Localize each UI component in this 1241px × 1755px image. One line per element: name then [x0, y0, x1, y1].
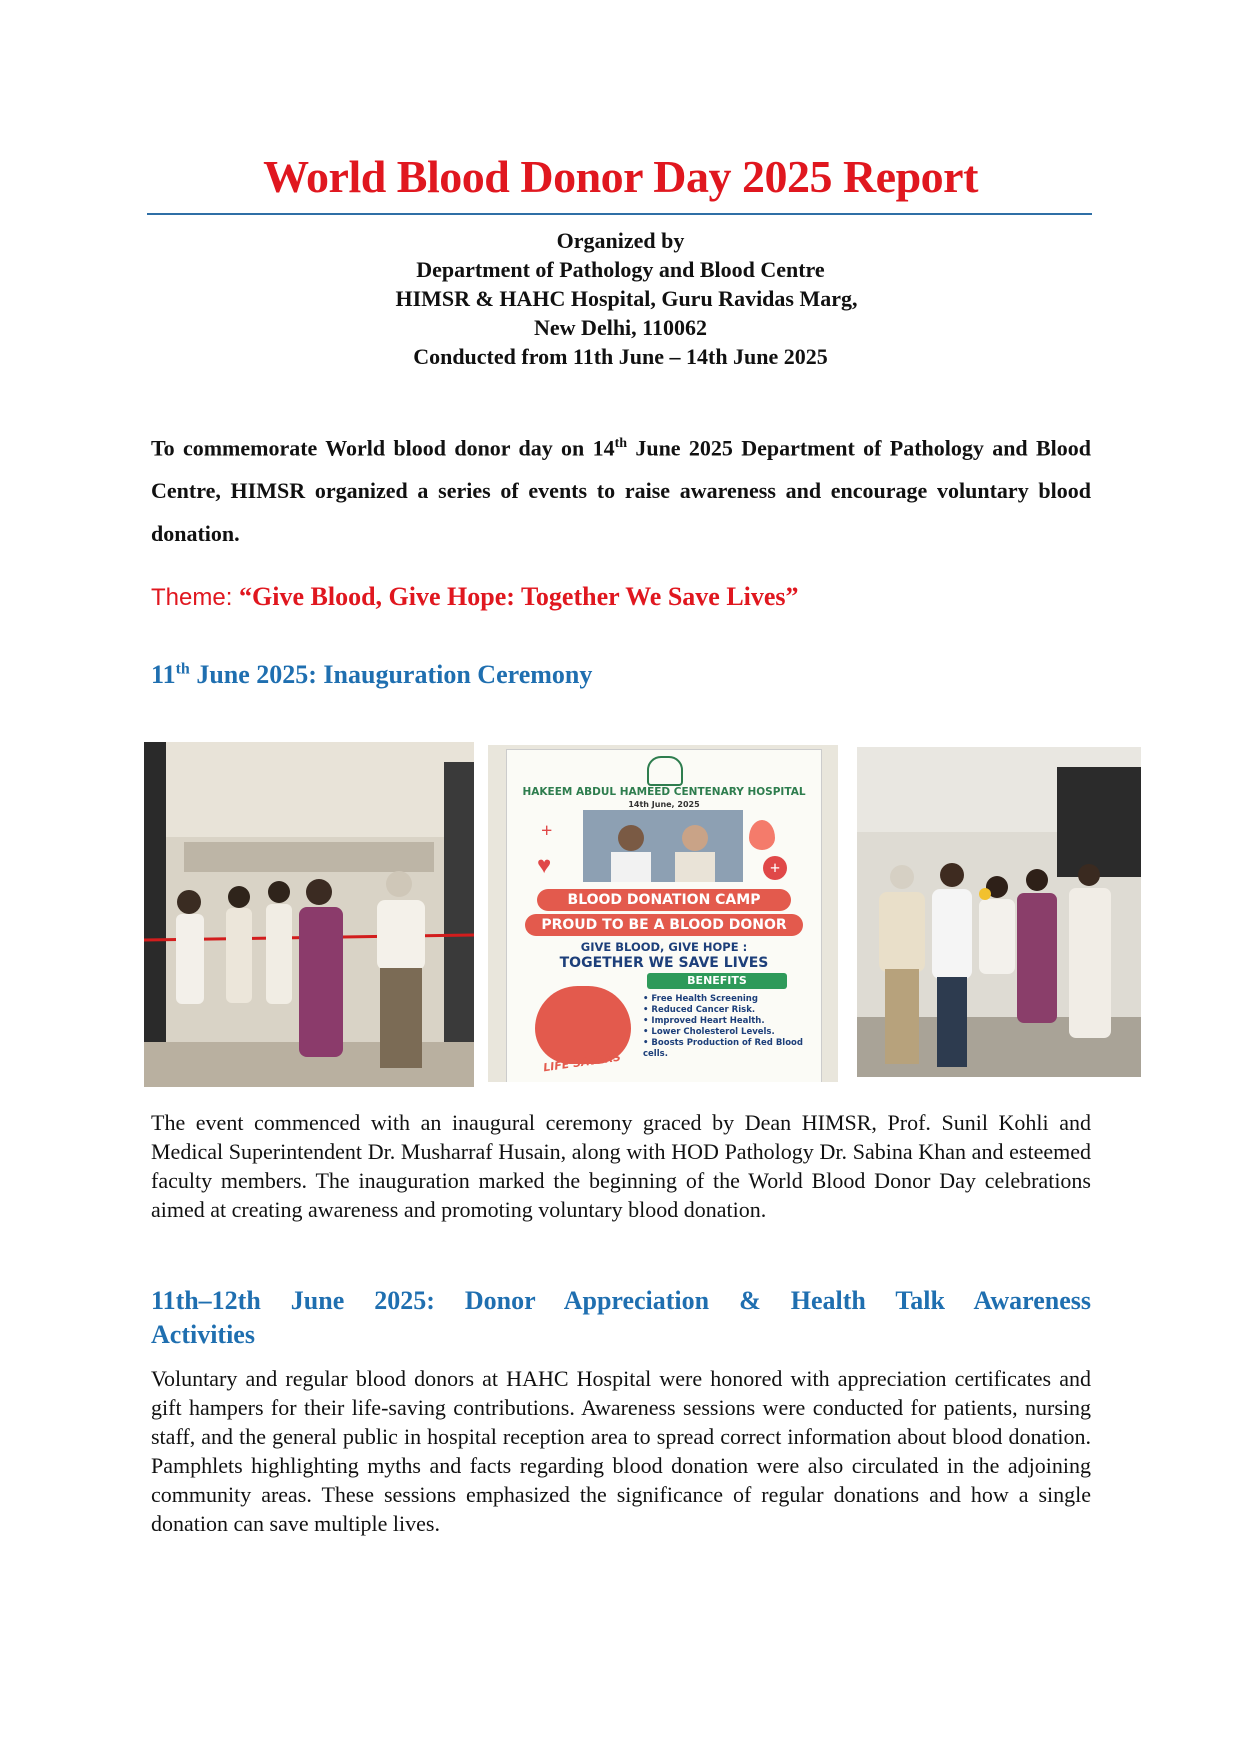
section1-body: The event commenced with an inaugural ceremony graced by Dean HIMSR, Prof. Sunil Kohli and Medical Superintendent Dr. Musharraf Husain, along with HOD Pathology Dr. Sabina Khan and esteemed faculty members. The inauguration marked the beginning of the World Blood Donor Day celebrations aimed at creating awareness and promoting voluntary blood donation. [151, 1110, 1091, 1222]
report-title: World Blood Donor Day 2025 Report [263, 151, 978, 202]
section1-day: 11 [151, 660, 176, 689]
intro-text-1: To commemorate World blood donor day on 14 [151, 435, 615, 461]
title-divider [147, 213, 1092, 215]
organizer-line: Organized by [556, 228, 685, 253]
poster-date: 14th June, 2025 [628, 800, 700, 809]
benefit-item: • Free Health Screening [643, 994, 758, 1004]
poster-benefits-title: BENEFITS [647, 973, 787, 989]
poster-proud: PROUD TO BE A BLOOD DONOR [525, 914, 803, 936]
plus-icon: + [541, 820, 553, 842]
poster-hospital: HAKEEM ABDUL HAMEED CENTENARY HOSPITAL [522, 786, 806, 798]
benefit-item: • Improved Heart Health. [643, 1016, 765, 1026]
conducted-dates: Conducted from 11th June – 14th June 2025 [413, 344, 828, 369]
intro-text-2: June 2025 Department of Pathology and Blood Centre, HIMSR organized a series of events to raise awareness and encourage voluntary blood donation. [151, 435, 1091, 547]
poster-savers: LIFE SAVERS [542, 1050, 622, 1075]
blood-donation-poster-photo [488, 745, 838, 1082]
heart-icon: ♥ [537, 853, 552, 879]
ribbon-cutting-illustration [144, 742, 474, 1087]
benefit-item: • Lower Cholesterol Levels. [643, 1027, 775, 1037]
group-photo-illustration [857, 747, 1141, 1077]
poster-emblem [647, 756, 683, 786]
section2-body: Voluntary and regular blood donors at HAHC Hospital were honored with appreciation certificates and gift hampers for their life-saving contributions. Awareness sessions were conducted for patients, nursing staff, and the general public in hospital reception area to spread correct information about blood donation. Pamphlets highlighting myths and facts regarding blood donation were also circulated in the adjoining community areas. These sessions emphasized the significance of regular donations and how a single donation can save multiple lives. [151, 1366, 1091, 1536]
benefit-item: • Reduced Cancer Risk. [643, 1005, 756, 1015]
intro-sup: th [614, 436, 628, 451]
organizer-city: New Delhi, 110062 [534, 315, 707, 340]
organizer-department: Department of Pathology and Blood Centre [416, 257, 825, 282]
theme-colon: : [225, 584, 240, 611]
poster [506, 749, 822, 1082]
doctors-photo-icon [583, 810, 743, 882]
benefit-item: • Boosts Production of Red Blood cells. [643, 1038, 803, 1059]
section2-heading: 11th–12th June 2025: Donor Appreciation & Health Talk Awareness [151, 1286, 1091, 1315]
section1-heading [151, 660, 592, 690]
intro-paragraph [151, 422, 1091, 555]
poster-give: GIVE BLOOD, GIVE HOPE : [580, 940, 748, 954]
ribbon-cutting-photo [144, 742, 474, 1087]
poster-camp: BLOOD DONATION CAMP [537, 889, 791, 911]
section2-heading-cont: Activities [151, 1320, 255, 1349]
poster-photo [583, 810, 743, 882]
theme-text: “Give Blood, Give Hope: Together We Save Lives” [239, 582, 799, 611]
organizer-block [0, 226, 1241, 371]
poster-together: TOGETHER WE SAVE LIVES [559, 955, 769, 971]
section1-title: June 2025: Inauguration Ceremony [189, 660, 593, 689]
theme-label: Theme [151, 584, 226, 611]
theme-line [151, 582, 799, 612]
organizer-address: HIMSR & HAHC Hospital, Guru Ravidas Marg, [395, 286, 858, 311]
group-photo [857, 747, 1141, 1077]
section1-sup: th [175, 660, 190, 678]
poster-benefits-list [643, 994, 813, 1060]
blood-drop-icon [749, 820, 775, 850]
plus-icon-right: + [763, 856, 787, 880]
